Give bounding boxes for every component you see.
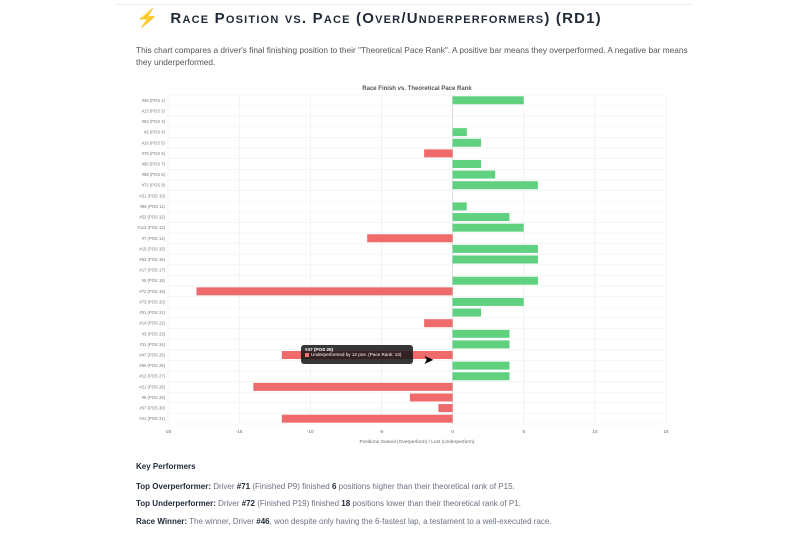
- label: Top Underperformer:: [136, 499, 216, 508]
- bar: [453, 298, 524, 306]
- x-tick-label: -15: [235, 429, 243, 434]
- label: Race Winner:: [136, 517, 188, 526]
- bar: [424, 149, 452, 157]
- y-tick-label: #72 (POS 19): [139, 288, 165, 294]
- y-tick-label: #21 (POS 28): [139, 384, 165, 390]
- divider: [116, 4, 692, 5]
- count: 6: [331, 482, 337, 491]
- tooltip-swatch: [305, 353, 309, 357]
- y-tick-label: #51 (POS 21): [139, 310, 165, 316]
- y-tick-label: #78 (POS 6): [141, 150, 165, 156]
- bar: [453, 224, 524, 232]
- page-title: Race Position vs. Pace (Over/Underperformers) (RD1): [170, 10, 602, 27]
- y-tick-label: #2 (POS 4): [144, 129, 165, 135]
- y-tick-label: #113 (POS 13): [137, 225, 165, 231]
- bar: [453, 277, 538, 285]
- bar: [453, 160, 481, 168]
- text: Driver: [215, 499, 242, 508]
- top-overperformer: [136, 482, 515, 491]
- y-tick-label: #13 (POS 2): [141, 108, 165, 114]
- y-tick-label: #73 (POS 20): [139, 299, 165, 305]
- bar: [253, 383, 452, 391]
- bar: [453, 96, 524, 104]
- bar: [282, 415, 453, 423]
- text: positions higher than their theoretical rank of P15.: [336, 482, 515, 491]
- bar: [453, 245, 538, 253]
- tooltip-title: #47 (POS 25): [305, 347, 334, 352]
- text: (Finished P19) finished: [255, 499, 342, 508]
- bar: [453, 171, 496, 179]
- y-tick-label: #16 (POS 5): [141, 140, 165, 146]
- x-tick-label: -10: [307, 429, 314, 434]
- bar: [453, 362, 510, 370]
- y-tick-label: #3 (POS 23): [141, 331, 165, 337]
- driver: #46: [256, 517, 270, 526]
- bar: [196, 287, 452, 295]
- y-tick-label: #5 (POS 18): [141, 278, 165, 284]
- y-tick-label: #88 (POS 8): [141, 172, 165, 178]
- y-tick-label: #41 (POS 31): [139, 416, 165, 422]
- y-tick-label: #15 (POS 15): [139, 246, 165, 252]
- mouse-cursor-icon: ➤: [423, 352, 434, 367]
- x-tick-label: -5: [379, 429, 384, 434]
- label: Top Overperformer:: [136, 482, 211, 491]
- y-tick-label: #17 (POS 17): [139, 267, 165, 273]
- bar: [453, 139, 481, 147]
- y-tick-label: #71 (POS 9): [141, 182, 165, 188]
- driver: #71: [236, 482, 251, 491]
- race-winner: [136, 517, 552, 526]
- y-tick-label: #5 (POS 29): [141, 394, 165, 400]
- bar: [438, 404, 452, 412]
- y-tick-label: #31 (POS 10): [139, 193, 165, 199]
- bar: [453, 340, 510, 348]
- bar: [453, 202, 467, 210]
- y-tick-label: #14 (POS 22): [139, 320, 165, 326]
- bar-chart: [130, 80, 680, 448]
- text: (Finished P9) finished: [250, 482, 332, 491]
- section-header: [136, 8, 602, 29]
- lightning-icon: ⚡: [136, 8, 159, 28]
- y-tick-label: #52 (POS 12): [139, 214, 165, 220]
- key-performers-heading: Key Performers: [136, 462, 196, 471]
- text: The winner, Driver: [187, 517, 257, 526]
- x-tick-label: 15: [663, 429, 669, 434]
- chart-title: Race Finish vs. Theoretical Pace Rank: [362, 86, 472, 92]
- x-tick-label: -20: [164, 429, 172, 434]
- text: , won despite only having the 6-fastest lap, a testament to a well-executed race.: [269, 517, 552, 526]
- y-tick-label: #12 (POS 27): [139, 373, 165, 379]
- chart-tooltip: [301, 345, 413, 364]
- y-tick-label: #11 (POS 24): [139, 341, 165, 347]
- y-tick-label: #60 (POS 26): [139, 363, 165, 369]
- bar: [453, 309, 481, 317]
- x-tick-label: 5: [522, 429, 525, 434]
- bar: [410, 393, 453, 401]
- driver: #72: [241, 499, 255, 508]
- top-underperformer: [136, 499, 521, 508]
- bar: [453, 181, 538, 189]
- tooltip-body: Underperformed by 12 pos. (Pace Rank: 13): [311, 352, 402, 357]
- y-tick-label: #86 (POS 11): [139, 203, 165, 209]
- bar: [453, 128, 467, 136]
- y-tick-label: #7 (POS 14): [141, 235, 165, 241]
- y-tick-label: #93 (POS 3): [141, 119, 165, 125]
- y-tick-label: #63 (POS 16): [139, 257, 165, 262]
- y-tick-label: #57 (POS 30): [139, 405, 165, 411]
- bar: [424, 319, 452, 327]
- bar: [453, 330, 510, 338]
- y-tick-label: #47 (POS 25): [139, 352, 165, 358]
- bar: [453, 372, 510, 380]
- x-tick-label: 10: [592, 429, 598, 434]
- x-tick-label: 0: [451, 429, 454, 434]
- text: Driver: [210, 482, 237, 491]
- text: positions lower than their theoretical rank of P1.: [350, 499, 521, 508]
- x-axis-label: Positions Gained (Overperform) / Lost (Underperform): [359, 440, 475, 445]
- bar: [453, 213, 510, 221]
- bar: [367, 234, 452, 242]
- y-tick-label: #66 (POS 7): [141, 161, 165, 167]
- bar: [453, 256, 538, 264]
- chart-description: This chart compares a driver's final finishing position to their "Theoretical Pace Rank". A positive bar means they overperformed. A negative bar means they underperformed.: [136, 45, 688, 67]
- count: 18: [341, 499, 351, 508]
- y-tick-label: #46 (POS 1): [141, 97, 165, 103]
